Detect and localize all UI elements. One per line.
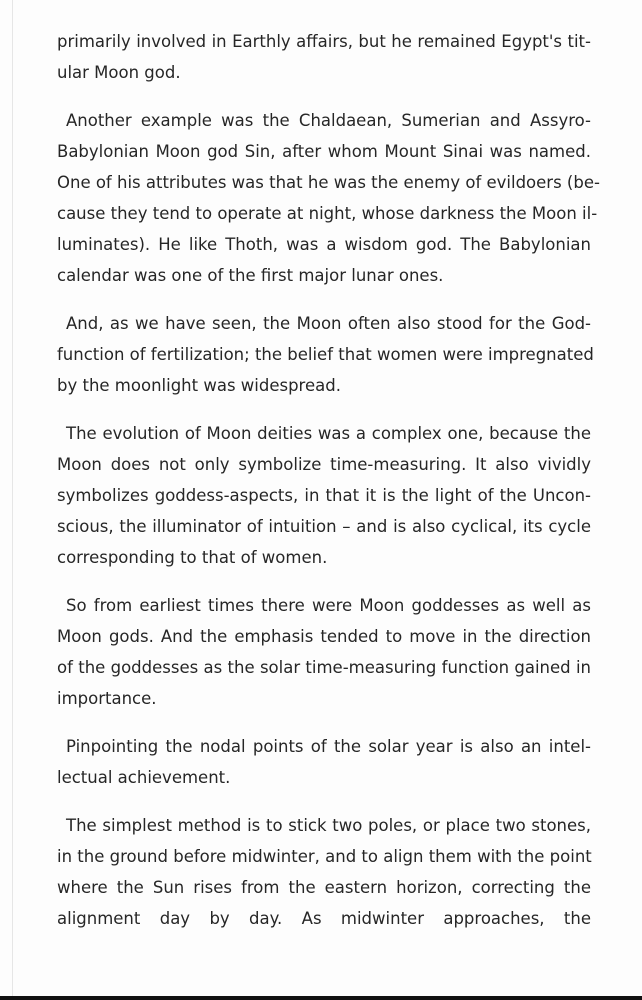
text-line: symbolizes goddess-aspects, in that it is the light of the Uncon- (57, 486, 591, 505)
text-line: by the moonlight was widespread. (57, 376, 341, 395)
paragraph (57, 590, 591, 714)
text-line: alignment day by day. As midwinter approaches, the (57, 909, 591, 928)
text-line: in the ground before midwinter, and to align them with the point (57, 847, 592, 866)
text-line: luminates). He like Thoth, was a wisdom god. The Babylonian (57, 235, 591, 254)
text-line: One of his attributes was that he was the enemy of evildoers (be- (57, 173, 600, 192)
text-line: calendar was one of the first major lunar ones. (57, 266, 444, 285)
text-line: scious, the illuminator of intuition – and is also cyclical, its cycle (57, 517, 591, 536)
text-line: of the goddesses as the solar time-measuring function gained in (57, 658, 591, 677)
page-bottom-border (0, 996, 642, 1000)
text-line: The evolution of Moon deities was a complex one, because the (66, 424, 591, 443)
text-line: primarily involved in Earthly affairs, but he remained Egypt's tit- (57, 32, 591, 51)
text-line: The simplest method is to stick two poles, or place two stones, (66, 816, 591, 835)
text-line: And, as we have seen, the Moon often also stood for the God- (66, 314, 591, 333)
text-line: where the Sun rises from the eastern horizon, correcting the (57, 878, 591, 897)
text-line: Moon gods. And the emphasis tended to move in the direction (57, 627, 591, 646)
text-line: function of fertilization; the belief that women were impregnated (57, 345, 594, 364)
text-line: Moon does not only symbolize time-measuring. It also vividly (57, 455, 591, 474)
page-edge-line (12, 0, 13, 1000)
text-line: Another example was the Chaldaean, Sumerian and Assyro- (66, 111, 591, 130)
paragraph (57, 105, 600, 291)
text-line: Babylonian Moon god Sin, after whom Mount Sinai was named. (57, 142, 591, 161)
text-line: importance. (57, 689, 157, 708)
paragraph (57, 308, 594, 401)
text-line: ular Moon god. (57, 63, 181, 82)
paragraph (57, 418, 591, 573)
paragraph (57, 731, 591, 793)
paragraph (57, 26, 591, 88)
text-line: Pinpointing the nodal points of the solar year is also an intel- (66, 737, 591, 756)
paragraph (57, 810, 591, 934)
body-text (57, 26, 600, 934)
text-line: corresponding to that of women. (57, 548, 328, 567)
text-line: So from earliest times there were Moon goddesses as well as (66, 596, 591, 615)
text-line: lectual achievement. (57, 768, 231, 787)
text-line: cause they tend to operate at night, whose darkness the Moon il- (57, 204, 598, 223)
